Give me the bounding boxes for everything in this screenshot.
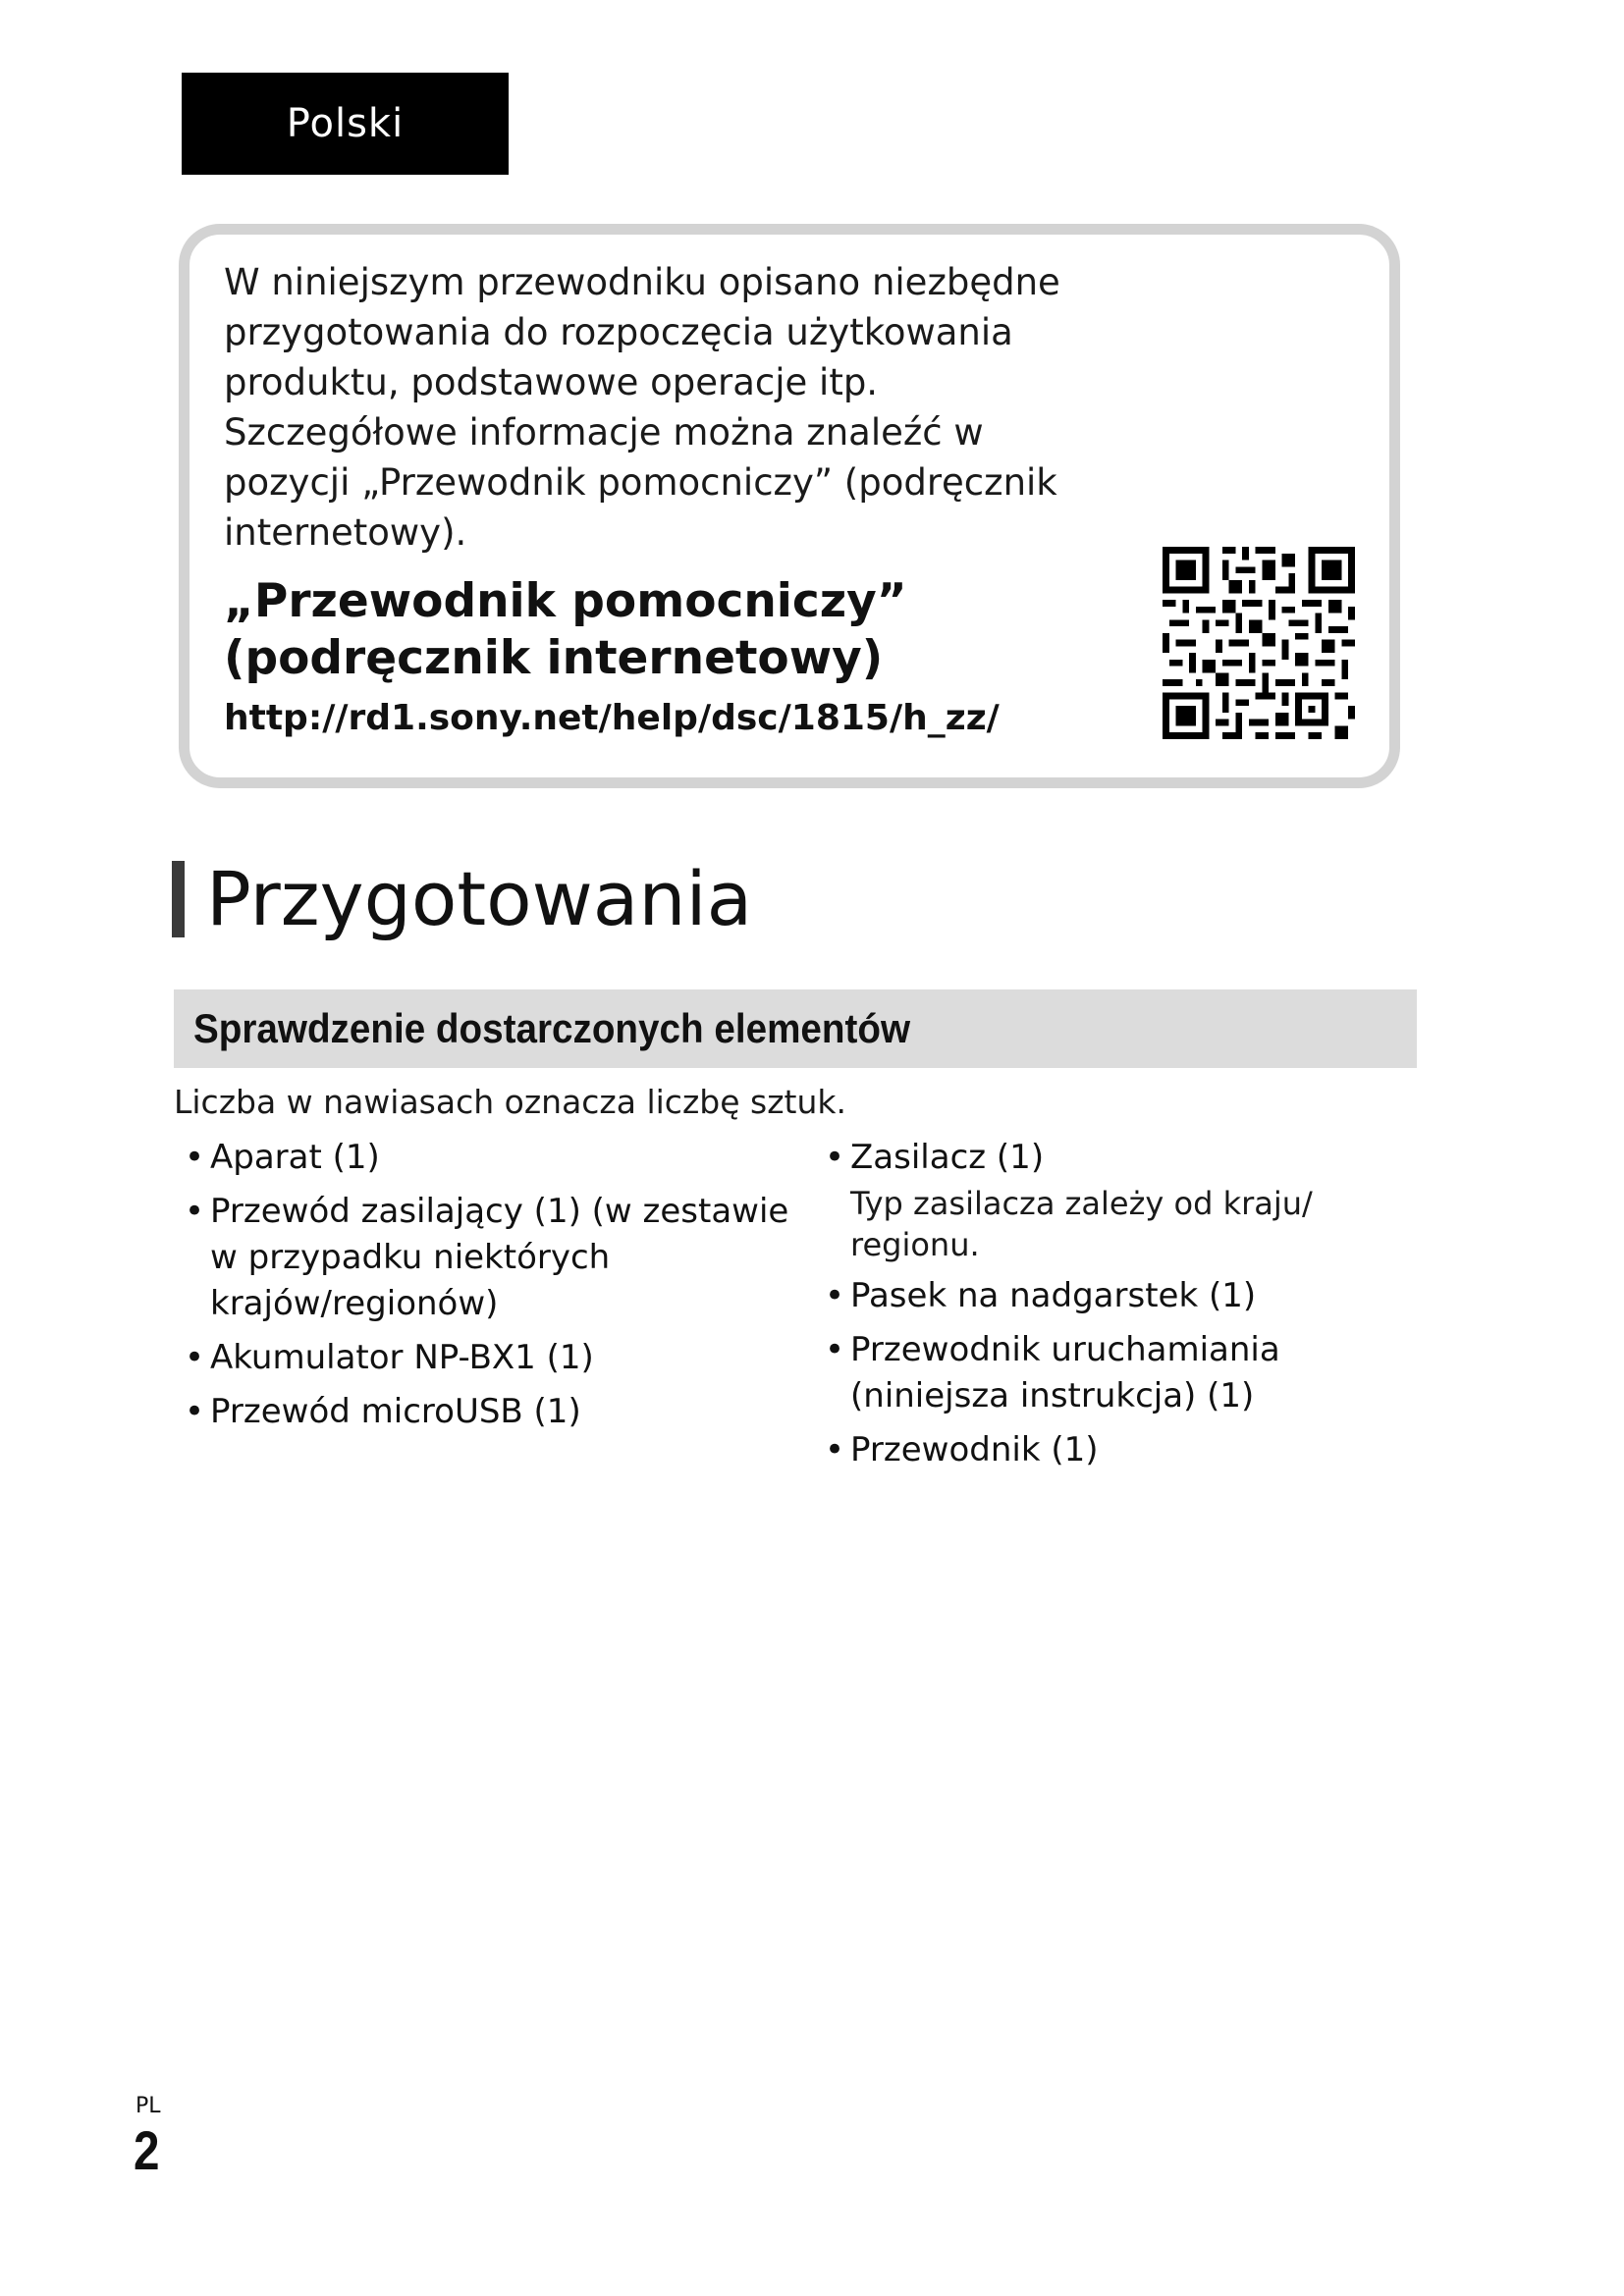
page-language-code: PL — [135, 2094, 161, 2118]
intro-paragraph — [224, 257, 1108, 558]
list-item-text: Przewód microUSB (1) — [210, 1392, 581, 1431]
qr-code-icon[interactable] — [1163, 547, 1355, 739]
list-item-text: Aparat (1) — [210, 1138, 380, 1177]
list-item — [825, 1327, 1434, 1419]
bullet: • — [185, 1192, 205, 1231]
list-item-text: Pasek na nadgarstek (1) — [850, 1276, 1257, 1315]
bullet: • — [825, 1430, 845, 1469]
language-tab: Polski — [182, 73, 509, 175]
list-item — [185, 1389, 793, 1435]
list-item-note: Typ zasilacza zależy od kraju/ regionu. — [850, 1185, 1313, 1263]
section-title: Przygotowania — [206, 855, 753, 942]
bullet: • — [825, 1276, 845, 1315]
list-item — [825, 1427, 1434, 1473]
bullet: • — [825, 1330, 845, 1369]
supplied-items-right — [825, 1135, 1434, 1481]
list-item-text: Przewód zasilający (1) (w zestawie w przypadku niektórych krajów/regionów) — [210, 1192, 789, 1323]
help-guide-title: „Przewodnik pomocniczy” (podręcznik internetowy) — [224, 574, 907, 685]
list-item — [825, 1135, 1434, 1265]
supplied-items-left — [185, 1135, 793, 1443]
bullet: • — [185, 1338, 205, 1377]
bullet: • — [825, 1138, 845, 1177]
quantity-note: Liczba w nawiasach oznacza liczbę sztuk. — [174, 1083, 846, 1121]
list-item — [825, 1273, 1434, 1319]
page-number: 2 — [134, 2119, 160, 2181]
list-item-text: Przewodnik (1) — [850, 1430, 1099, 1469]
list-item-text: Akumulator NP-BX1 (1) — [210, 1338, 594, 1377]
bullet: • — [185, 1138, 205, 1177]
list-item — [185, 1335, 793, 1381]
bullet: • — [185, 1392, 205, 1431]
subsection-title: Sprawdzenie dostarczonych elementów — [193, 1005, 911, 1051]
list-item-text: Zasilacz (1) — [850, 1138, 1045, 1177]
list-item — [185, 1135, 793, 1181]
help-guide-url[interactable]: http://rd1.sony.net/help/dsc/1815/h_zz/ — [224, 698, 1000, 738]
section-heading — [172, 850, 752, 948]
list-item-text: Przewodnik uruchamiania (niniejsza instrukcja) (1) — [850, 1330, 1280, 1415]
section-marker-bar — [172, 861, 185, 937]
intro-paragraph-text: W niniejszym przewodniku opisano niezbędne przygotowania do rozpoczęcia użytkowania produktu, podstawowe operacje itp. Szczegółowe informacje można znaleźć w pozycji „Przewodnik pomocniczy” (podręcznik internetowy). — [224, 261, 1060, 554]
list-item — [185, 1189, 793, 1327]
